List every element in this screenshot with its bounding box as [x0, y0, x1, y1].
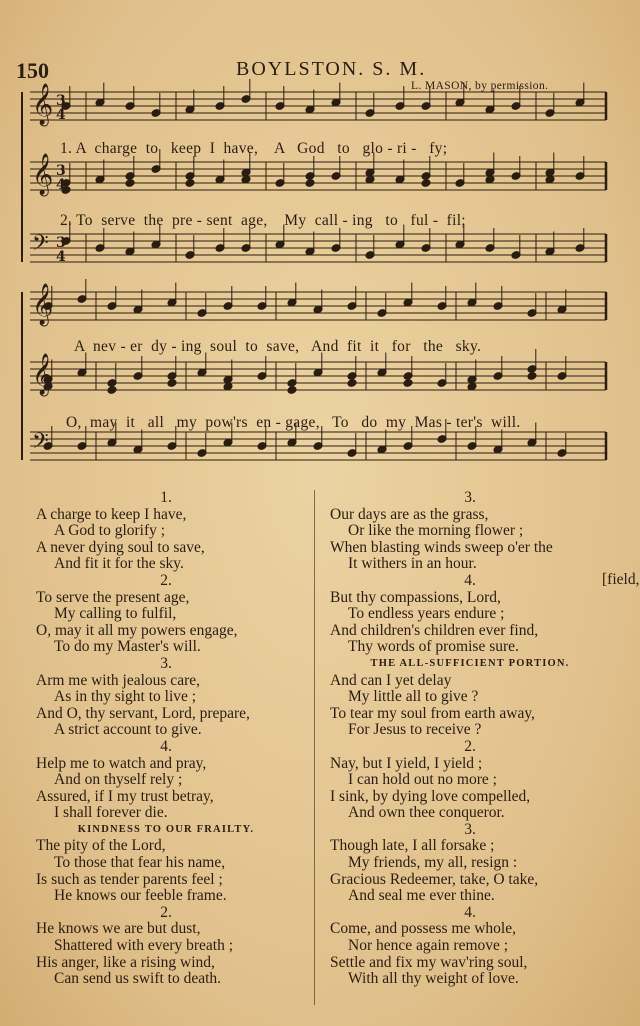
verse-line: And O, thy servant, Lord, prepare,: [36, 704, 250, 722]
music-score: [0, 0, 640, 480]
verse-number: 3.: [464, 489, 476, 506]
verse-line: To tear my soul from earth away,: [330, 704, 535, 722]
verse-line: It withers in an hour.: [348, 555, 477, 573]
verse-line: And own thee conqueror.: [348, 804, 505, 822]
verse-line: With all thy weight of love.: [348, 970, 519, 988]
verse-line: Or like the morning flower ;: [348, 522, 524, 540]
verse-line: I sink, by dying love compelled,: [330, 787, 531, 805]
time-signature: 3: [56, 235, 66, 251]
treble-clef-icon: 𝄞: [32, 354, 54, 395]
verse-line: To endless years endure ;: [348, 605, 505, 623]
time-signature: 3: [56, 163, 66, 179]
system1-lyric-line2: 2. To serve the pre - sent age, My call - ing to ful - fil;: [60, 212, 466, 229]
section-heading: KINDNESS TO OUR FRAILTY.: [77, 823, 255, 835]
verse-line: Help me to watch and pray,: [36, 754, 207, 772]
verse-line: For Jesus to receive ?: [348, 721, 482, 739]
section-heading: THE ALL-SUFFICIENT PORTION.: [370, 657, 570, 669]
verse-number: 1.: [160, 489, 172, 506]
verse-number: 2.: [160, 571, 172, 589]
note-head: [421, 179, 431, 188]
note-head: [305, 179, 315, 188]
verse-line: His anger, like a rising wind,: [36, 953, 215, 971]
hymn-title: BOYLSTON. S. M.: [236, 58, 427, 80]
note-head: [287, 386, 297, 395]
verse-line: He knows we are but dust,: [36, 920, 201, 938]
verse-line: But thy compassions, Lord,: [330, 588, 501, 606]
verse-line: My calling to fulfil,: [54, 605, 177, 623]
verse-line: Thy words of promise sure.: [348, 638, 519, 656]
verse-line: Our days are as the grass,: [330, 505, 489, 523]
verse-line: Can send us swift to death.: [54, 970, 222, 988]
system2-lyric-line2: O, may it all my pow'rs en - gage, To do my Mas - ter's will.: [66, 414, 521, 431]
verse-line: And on thyself rely ;: [54, 771, 183, 789]
bass-clef-icon: 𝄢: [32, 231, 49, 261]
treble-clef-icon: 𝄞: [32, 154, 54, 195]
bass-clef-icon: 𝄢: [32, 429, 49, 459]
verse-line: To do my Master's will.: [54, 638, 201, 656]
time-signature: 4: [56, 249, 66, 265]
verse-line: And fit it for the sky.: [54, 555, 184, 573]
note-head: [403, 379, 413, 388]
verse-line: A charge to keep I have,: [36, 505, 187, 523]
system1-lyric-line1: 1. A charge to keep I have, A God to glo - ri - fy;: [60, 140, 448, 157]
verse-line: A God to glorify ;: [54, 522, 166, 540]
note-head: [347, 379, 357, 388]
verse-number: 2.: [160, 903, 172, 921]
verse-line: Gracious Redeemer, take, O take,: [330, 870, 539, 888]
verse-line: Though late, I all forsake ;: [330, 837, 495, 855]
verse-number: 4.: [464, 571, 476, 589]
verse-number: 2.: [464, 737, 476, 755]
composer-credit: L. MASON, by permission.: [411, 80, 549, 92]
time-signature: 4: [56, 177, 66, 193]
verses-right-column: [330, 490, 610, 988]
verse-number: 3.: [160, 654, 172, 672]
verse-line: Settle and fix my wav'ring soul,: [330, 953, 528, 971]
verse-line: Is such as tender parents feel ;: [36, 870, 223, 888]
verse-line: Assured, if I my trust betray,: [36, 787, 214, 805]
verse-number: 4.: [464, 903, 476, 921]
verse-line: And can I yet delay: [330, 671, 452, 689]
column-divider: [314, 490, 315, 1005]
verse-line: A strict account to give.: [54, 721, 202, 739]
note-head: [125, 179, 135, 188]
verse-line: The pity of the Lord,: [36, 837, 166, 855]
verse-line: O, may it all my powers engage,: [36, 621, 238, 639]
carryover-word: [field,: [602, 571, 640, 588]
verse-line: My little all to give ?: [348, 688, 479, 706]
verse-line: And seal me ever thine.: [348, 887, 495, 905]
treble-clef-icon: 𝄞: [32, 84, 54, 125]
time-signature: 4: [56, 107, 66, 123]
verse-line: As in thy sight to live ;: [54, 688, 197, 706]
note-head: [107, 386, 117, 395]
verse-line: I can hold out no more ;: [348, 771, 497, 789]
verse-line: Shattered with every breath ;: [54, 937, 234, 955]
note-head: [185, 179, 195, 188]
verses-left-column: [36, 490, 296, 988]
verse-line: When blasting winds sweep o'er the: [330, 538, 553, 556]
verse-line: Nay, but I yield, I yield ;: [330, 754, 483, 772]
page-number: 150: [16, 58, 49, 83]
time-signature: 3: [56, 93, 66, 109]
verse-line: To serve the present age,: [36, 588, 190, 606]
note-head: [167, 379, 177, 388]
verse-line: Come, and possess me whole,: [330, 920, 516, 938]
verse-line: My friends, my all, resign :: [348, 854, 518, 872]
verse-line: I shall forever die.: [54, 804, 168, 822]
verse-number: 3.: [464, 820, 476, 838]
system2-lyric-line1: A nev - er dy - ing soul to save, And fit it for the sky.: [74, 338, 482, 355]
treble-clef-icon: 𝄞: [32, 284, 54, 325]
verse-line: He knows our feeble frame.: [54, 887, 227, 905]
verse-line: A never dying soul to save,: [36, 538, 205, 556]
verse-number: 4.: [160, 737, 172, 755]
verse-line: Arm me with jealous care,: [36, 671, 200, 689]
verse-line: And children's children ever find,: [330, 621, 539, 639]
note-head: [527, 372, 537, 381]
verse-line: Nor hence again remove ;: [348, 937, 509, 955]
verse-line: To those that fear his name,: [54, 854, 226, 872]
